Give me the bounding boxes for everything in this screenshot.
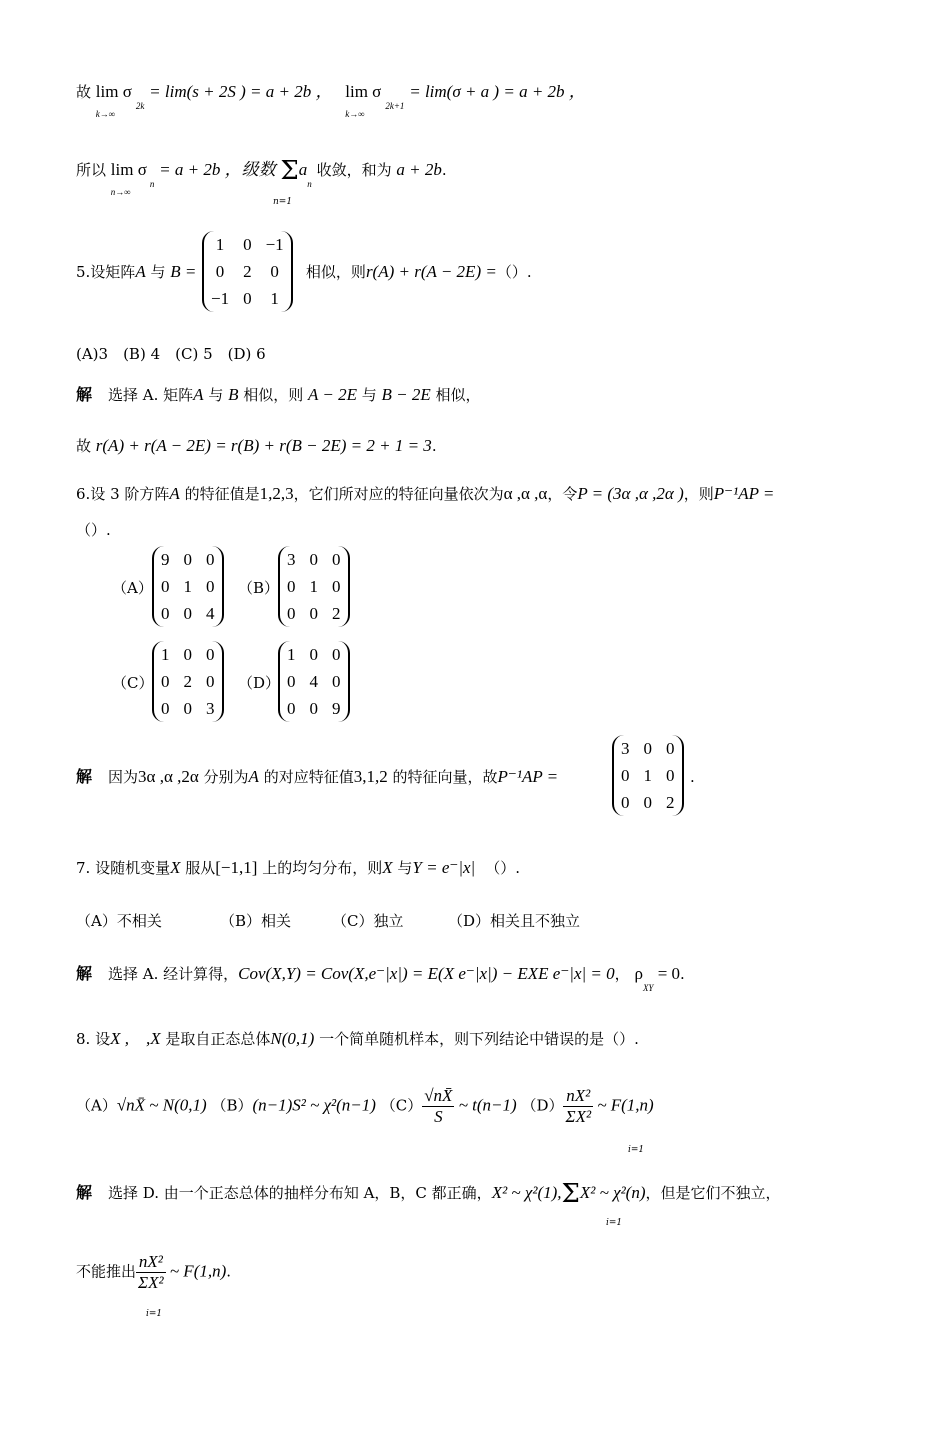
question-7: 7. 设随机变量X 服从[−1,1] 上的均匀分布，则X 与Y = e⁻|x| （）. — [76, 858, 521, 877]
line-2 — [76, 156, 447, 197]
matrix-cell: 0 — [206, 671, 215, 691]
question-6: 6.设 3 阶方阵A 的特征值是1,2,3，它们所对应的特征向量依次为α ,α ,α，令P = (3α ,α ,2α )，则P⁻¹AP = — [76, 484, 775, 503]
matrix-cell: 0 — [161, 671, 170, 691]
matrix-row — [204, 285, 291, 312]
option-B-label: （B） — [238, 579, 280, 597]
matrix-cell: 3 — [206, 698, 215, 718]
matrix-row — [280, 695, 348, 722]
matrix-cell: 0 — [621, 792, 630, 812]
matrix-cell: 0 — [243, 234, 252, 254]
matrix-row — [154, 546, 222, 573]
matrix-cell: 0 — [243, 288, 252, 308]
period: . — [690, 768, 695, 786]
matrix-row — [614, 789, 682, 816]
matrix-cell: 0 — [183, 698, 192, 718]
line-1 — [76, 82, 586, 119]
q5-prefix: 5.设矩阵 — [76, 263, 136, 281]
matrix-row — [154, 573, 222, 600]
limit-eq-1: = lim(s + 2S ) = a + 2b ， — [149, 82, 333, 101]
fraction-C: $\frac{√nX̄}{S}$ — [424, 1086, 453, 1126]
matrix-cell: 0 — [309, 549, 318, 569]
option-D-label: （D） — [238, 674, 281, 692]
limit-eq: = a + 2b ，级数 — [159, 160, 276, 179]
rank-equation: r(A) + r(A − 2E) = r(B) + r(B − 2E) = 2 + 1 = 3 — [95, 436, 432, 455]
sum-lower-index: i=1 — [146, 1309, 163, 1319]
solution-5-line-2: 故 r(A) + r(A − 2E) = r(B) + r(B − 2E) = 2 + 1 = 3. — [76, 436, 437, 455]
matrix-row — [154, 641, 222, 668]
sigma-icon: Σ — [561, 1179, 580, 1209]
matrix-cell: 9 — [332, 698, 341, 718]
sum-value: a + 2b — [396, 160, 442, 179]
sigma-icon: Σ — [280, 156, 299, 186]
matrix-row — [280, 546, 348, 573]
question-8: 8. 设X , ,X 是取自正态总体N(0,1) 一个简单随机样本，则下列结论中错误的是（）. — [76, 1029, 639, 1048]
limit-expr-1: lim σ k→∞ — [95, 82, 132, 119]
matrix-cell: 2 — [666, 792, 675, 812]
option-C-matrix — [152, 641, 224, 722]
solution-8-line-1: 解 选择 D. 由一个正态总体的抽样分布知 A，B，C 都正确，X² ~ χ²(1),ΣX² ~ χ²(n)，但是它们不独立， — [76, 1179, 781, 1209]
var-A: A — [135, 262, 146, 281]
matrix-cell: 2 — [243, 261, 252, 281]
matrix-cell: 1 — [309, 576, 318, 596]
matrix-row — [280, 573, 348, 600]
matrix-cell: 0 — [666, 738, 675, 758]
matrix-cell: 0 — [287, 671, 296, 691]
matrix-cell: 0 — [183, 603, 192, 623]
matrix-cell: 1 — [161, 644, 170, 664]
covariance-expr: Cov(X,Y) = Cov(X,e⁻|x|) = E(X e⁻|x|) − EXE e⁻|x| = 0 — [238, 964, 615, 983]
subscript: n — [149, 179, 155, 189]
solution-7: 解 选择 A. 经计算得，Cov(X,Y) = Cov(X,e⁻|x|) = E(X e⁻|x|) − EXE e⁻|x| = 0， $\rho_{XY} = 0$. — [76, 964, 685, 993]
matrix-cell: 0 — [332, 549, 341, 569]
solution-6: 解 因为3α ,α ,2α 分别为A 的对应特征值3,1,2 的特征向量，故P⁻¹AP = — [76, 767, 559, 786]
sum-lower-index: n=1 — [273, 197, 293, 207]
matrix-cell: 0 — [161, 603, 170, 623]
matrix-cell: 0 — [332, 671, 341, 691]
option-B-matrix — [278, 546, 350, 627]
solution-label: 解 — [76, 767, 93, 786]
matrix-cell: 2 — [183, 671, 192, 691]
sum-lower-index: i=1 — [606, 1218, 623, 1228]
period: . — [441, 161, 447, 179]
matrix-cell: 0 — [666, 765, 675, 785]
matrix-cell: 0 — [287, 603, 296, 623]
solution-label: 解 — [76, 385, 93, 404]
matrix-cell: 1 — [270, 288, 279, 308]
matrix-row — [280, 668, 348, 695]
matrix-row — [280, 600, 348, 627]
text-prefix: 所以 — [76, 161, 107, 179]
result-matrix — [612, 735, 684, 816]
fraction: $\frac{\text{nX²}}{\text{ΣX²}}$ — [138, 1252, 164, 1292]
matrix-row — [204, 258, 291, 285]
matrix-cell: −1 — [211, 288, 230, 308]
matrix-cell: 0 — [332, 644, 341, 664]
option-A-label: （A） — [112, 579, 153, 597]
matrix-cell: 0 — [643, 738, 652, 758]
matrix-cell: 1 — [183, 576, 192, 596]
solution-label: 解 — [76, 964, 93, 983]
limit-expr-2: lim σ k→∞ — [345, 82, 382, 119]
matrix-cell: 0 — [309, 603, 318, 623]
text-prefix: 故 — [76, 83, 92, 101]
q7-options: （A）不相关 （B）相关 （C）独立 （D）相关且不独立 — [76, 912, 581, 930]
matrix-cell: 0 — [206, 576, 215, 596]
question-5 — [76, 262, 532, 282]
matrix-cell: 0 — [206, 644, 215, 664]
matrix-cell: 0 — [161, 698, 170, 718]
option-D-matrix — [278, 641, 350, 722]
matrix-row — [614, 762, 682, 789]
text-converge: 收敛，和为 — [316, 161, 392, 179]
matrix-cell: 4 — [309, 671, 318, 691]
limit-expr: lim σ n→∞ — [110, 160, 147, 197]
matrix-cell: 1 — [643, 765, 652, 785]
matrix-cell: 1 — [287, 644, 296, 664]
solution-label: 解 — [76, 1183, 93, 1202]
matrix-cell: −1 — [265, 234, 284, 254]
matrix-row — [614, 735, 682, 762]
matrix-cell: 0 — [287, 576, 296, 596]
answer-blank: （）. — [496, 263, 532, 281]
matrix-cell: 1 — [215, 234, 225, 254]
option-A-matrix — [152, 546, 224, 627]
matrix-P: P = (3α ,α ,2α ) — [577, 484, 684, 503]
solution-5-line-1: 解 选择 A. 矩阵A 与 B 相似，则 A − 2E 与 B − 2E 相似， — [76, 385, 481, 404]
matrix-cell: 0 — [183, 644, 192, 664]
matrix-cell: 3 — [621, 738, 630, 758]
subscript: 2k+1 — [385, 101, 405, 111]
answer-blank: （）. — [76, 521, 111, 539]
matrix-cell: 0 — [206, 549, 215, 569]
q8-options: （A）√nX̄ ~ N(0,1) （B）(n−1)S² ~ χ²(n−1) （C） $\frac{√nX̄}{S}$ ~ t(n−1) （D） $\frac{\text{nX²}}{\text{ΣX²}}$ ~ F(1,n) — [76, 1086, 654, 1126]
matrix-cell: 0 — [287, 698, 296, 718]
matrix-row — [154, 695, 222, 722]
sum-term: a — [298, 160, 308, 179]
matrix-row — [154, 668, 222, 695]
solution-8-line-2: 不能推出 $\frac{\text{nX²}}{\text{ΣX²}}$ ~ F(1,n). — [76, 1252, 232, 1292]
sum-lower-index: i=1 — [628, 1145, 645, 1155]
option-C-label: （C） — [112, 674, 154, 692]
matrix-row — [154, 600, 222, 627]
matrix-B — [202, 231, 293, 312]
subscript: 2k — [135, 101, 145, 111]
matrix-cell: 0 — [643, 792, 652, 812]
matrix-row — [204, 231, 291, 258]
q5-options: (A)3 (B) 4 (C) 5 (D) 6 — [76, 345, 266, 363]
text-similar: 相似，则 — [305, 263, 366, 281]
matrix-row — [280, 641, 348, 668]
text-and: 与 — [145, 263, 171, 281]
matrix-cell: 0 — [332, 576, 341, 596]
var-B: B = — [170, 262, 197, 281]
matrix-cell: 0 — [161, 576, 170, 596]
rank-expr: r(A) + r(A − 2E) = — [365, 262, 497, 281]
matrix-cell: 0 — [183, 549, 192, 569]
matrix-cell: 2 — [332, 603, 341, 623]
limit-eq-2: = lim(σ + a ) = a + 2b ， — [409, 82, 586, 101]
matrix-cell: 0 — [309, 644, 318, 664]
matrix-cell: 3 — [287, 549, 296, 569]
subscript: n — [307, 179, 312, 189]
matrix-cell: 0 — [621, 765, 630, 785]
matrix-cell: 0 — [270, 261, 279, 281]
matrix-cell: 4 — [206, 603, 215, 623]
matrix-cell: 0 — [215, 261, 225, 281]
matrix-cell: 0 — [309, 698, 318, 718]
fraction-D: $\frac{\text{nX²}}{\text{ΣX²}}$ — [565, 1086, 592, 1126]
matrix-cell: 9 — [161, 549, 170, 569]
eigenvectors: α ,α ,α — [503, 484, 548, 503]
